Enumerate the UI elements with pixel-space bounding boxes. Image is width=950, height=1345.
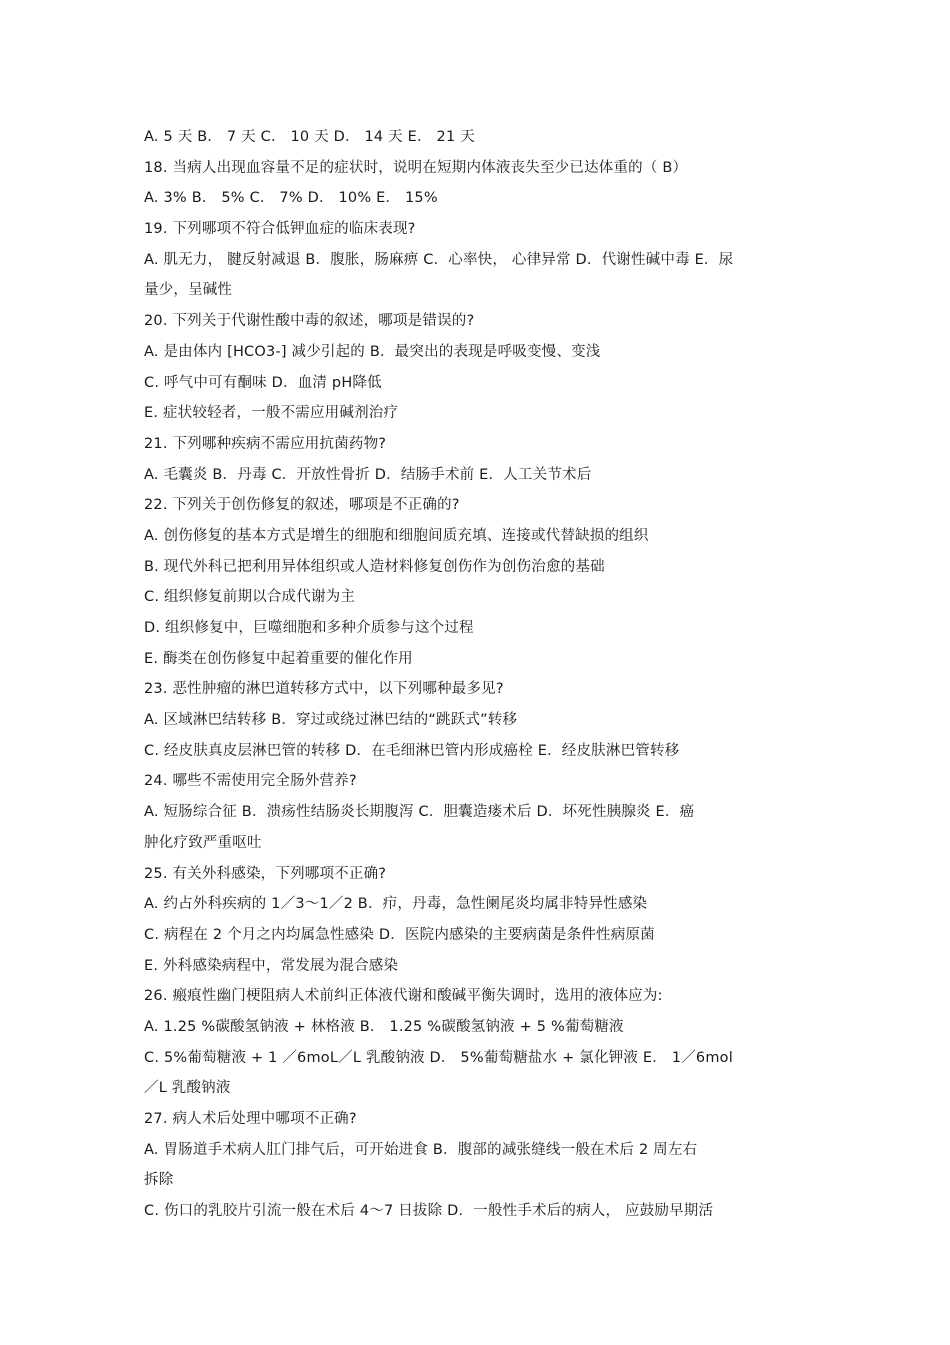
text-line: A. 区域淋巴结转移 B．穿过或绕过淋巴结的“跳跃式”转移: [144, 712, 518, 729]
text-line: 21. 下列哪种疾病不需应用抗菌药物?: [144, 435, 387, 452]
text-line: 25. 有关外科感染，下列哪项不正确?: [144, 865, 387, 882]
text-line: A. 胃肠道手术病人肛门排气后，可开始进食 B．腹部的减张缝线一般在术后 2 周左右: [144, 1141, 698, 1158]
text-line: E. 酶类在创伤修复中起着重要的催化作用: [144, 650, 413, 667]
text-line: C. 呼气中可有酮味 D．血清 pH降低: [144, 374, 382, 391]
text-line: 22. 下列关于创伤修复的叙述，哪项是不正确的?: [144, 497, 460, 514]
text-line: A. 5 天 B． 7 天 C． 10 天 D． 14 天 E． 21 天: [144, 129, 475, 145]
text-line: A. 3% B． 5% C． 7% D． 10% E． 15%: [144, 190, 438, 207]
text-line: A. 肌无力， 腱反射减退 B．腹胀，肠麻痹 C．心率快， 心律异常 D．代谢性碱中毒 E．尿: [144, 251, 734, 268]
text-line: A. 1.25 %碳酸氢钠液 + 林格液 B． 1.25 %碳酸氢钠液 + 5 %葡萄糖液: [144, 1018, 624, 1035]
text-line: 24. 哪些不需使用完全肠外营养?: [144, 773, 357, 790]
text-line: ／L 乳酸钠液: [144, 1080, 231, 1097]
text-line: C. 病程在 2 个月之内均属急性感染 D．医院内感染的主要病菌是条件性病原菌: [144, 926, 655, 943]
text-line: 肿化疗致严重呕吐: [144, 834, 262, 851]
text-line: C. 伤口的乳胶片引流一般在术后 4～7 日拔除 D．一般性手术后的病人， 应鼓励早期活: [144, 1203, 714, 1220]
text-line: 27. 病人术后处理中哪项不正确?: [144, 1111, 357, 1127]
text-line: 20. 下列关于代谢性酸中毒的叙述，哪项是错误的?: [144, 313, 475, 330]
text-line: A. 约占外科疾病的 1／3～1／2 B．疖，丹毒，急性阑尾炎均属非特异性感染: [144, 896, 648, 913]
text-line: E. 外科感染病程中，常发展为混合感染: [144, 957, 399, 974]
text-line: 23. 恶性肿瘤的淋巴道转移方式中，以下列哪种最多见?: [144, 681, 504, 698]
text-line: 18. 当病人出现血容量不足的症状时，说明在短期内体液丧失至少已达体重的（ B）: [144, 159, 688, 176]
text-line: 量少，呈碱性: [144, 282, 233, 299]
text-line: E. 症状较轻者，一般不需应用碱剂治疗: [144, 405, 399, 422]
text-line: B. 现代外科已把利用异体组织或人造材料修复创伤作为创伤治愈的基础: [144, 558, 605, 575]
text-line: A. 创伤修复的基本方式是增生的细胞和细胞间质充填、连接或代替缺损的组织: [144, 527, 649, 544]
text-line: C. 组织修复前期以合成代谢为主: [144, 589, 356, 606]
text-line: D. 组织修复中，巨噬细胞和多种介质参与这个过程: [144, 620, 474, 636]
document-content: [144, 122, 810, 1227]
text-line: C. 经皮肤真皮层淋巴管的转移 D．在毛细淋巴管内形成癌栓 E．经皮肤淋巴管转移: [144, 742, 680, 759]
text-line: A. 是由体内 [HCO3-] 减少引起的 B．最突出的表现是呼吸变慢、变浅: [144, 343, 601, 360]
text-line: A. 毛囊炎 B．丹毒 C．开放性骨折 D．结肠手术前 E．人工关节术后: [144, 466, 592, 483]
text-line: 19. 下列哪项不符合低钾血症的临床表现?: [144, 221, 416, 238]
text-line: 26. 瘢痕性幽门梗阻病人术前纠正体液代谢和酸碱平衡失调时，选用的液体应为:: [144, 988, 663, 1005]
text-line: A. 短肠综合征 B．溃疡性结肠炎长期腹泻 C．胆囊造瘘术后 D．坏死性胰腺炎 E．癌: [144, 804, 695, 821]
text-line: 拆除: [144, 1172, 174, 1189]
text-line: C. 5%葡萄糖液 + 1 ／6moL／L 乳酸钠液 D． 5%葡萄糖盐水 + 氯化钾液 E． 1／6mol: [144, 1049, 733, 1066]
